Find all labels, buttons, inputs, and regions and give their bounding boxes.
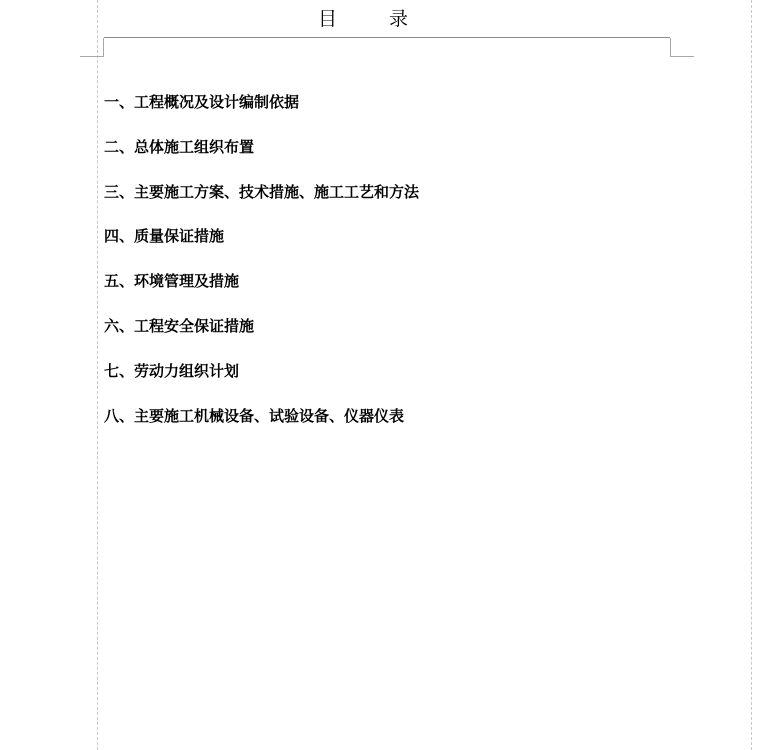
- right-margin-guide: [751, 0, 752, 750]
- toc-item[interactable]: 六、工程安全保证措施: [104, 316, 255, 335]
- toc-item[interactable]: 七、劳动力组织计划: [104, 361, 240, 380]
- toc-item[interactable]: 三、主要施工方案、技术措施、施工工艺和方法: [104, 182, 420, 201]
- header-rule: [104, 37, 670, 38]
- toc-item[interactable]: 八、主要施工机械设备、试验设备、仪器仪表: [104, 406, 405, 425]
- crop-mark-right-horizontal: [670, 56, 694, 57]
- left-margin-guide: [97, 0, 98, 750]
- toc-item[interactable]: 五、环境管理及措施: [104, 272, 240, 291]
- page-title: 目录: [318, 8, 461, 30]
- toc-item[interactable]: 二、总体施工组织布置: [104, 137, 255, 156]
- crop-mark-left-vertical: [103, 38, 104, 56]
- crop-mark-left-horizontal: [80, 56, 104, 57]
- toc-item[interactable]: 四、质量保证措施: [104, 227, 225, 246]
- table-of-contents: [104, 92, 419, 450]
- toc-item[interactable]: 一、工程概况及设计编制依据: [104, 93, 300, 111]
- crop-mark-right-vertical: [670, 38, 671, 56]
